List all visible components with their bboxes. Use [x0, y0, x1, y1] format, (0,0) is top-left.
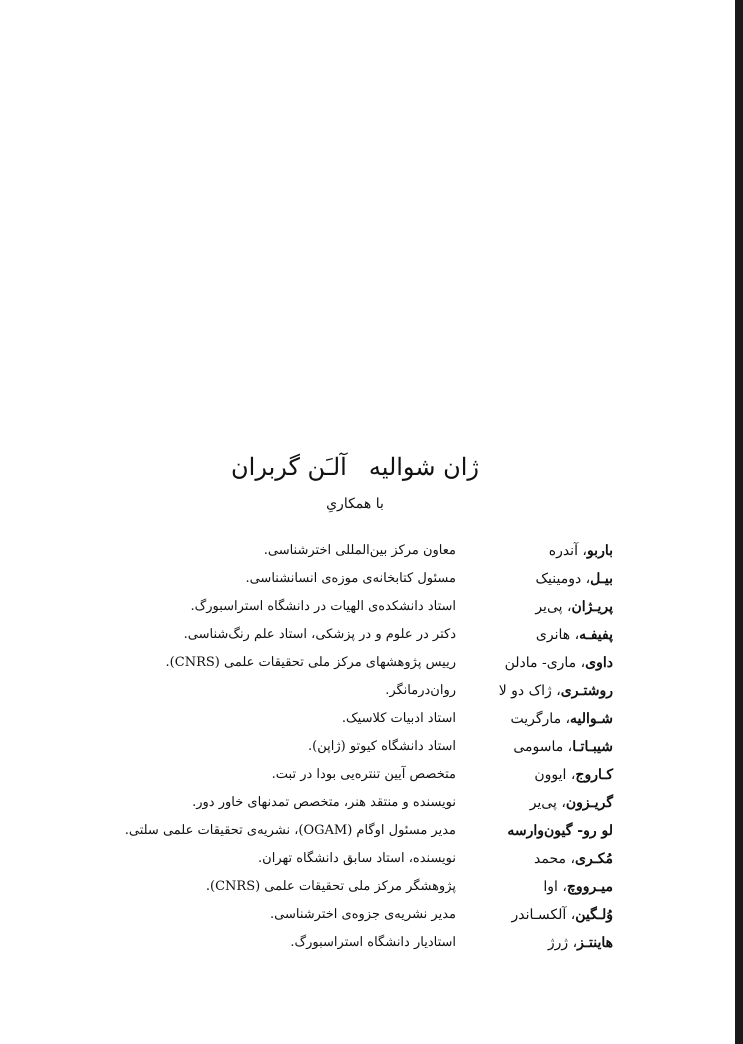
name-separator: ،: [566, 767, 576, 783]
contributor-surname: کـاروج: [575, 767, 613, 783]
name-separator: ،: [570, 627, 580, 643]
contributor-surname: پفیفـه: [579, 627, 613, 643]
collaboration-subtitle: با همکاریِ: [326, 496, 384, 512]
contributor-given-name: دومینیک: [535, 571, 582, 587]
contributor-row: [0, 902, 743, 930]
contributor-role: روان‌درمانگر.: [385, 683, 456, 698]
contributor-row: [0, 622, 743, 650]
contributor-role: استاد دانشکده‌ی الهیات در دانشگاه استراسبورگ.: [190, 599, 456, 614]
contributor-role: متخصص آیین تنتره‌یی بودا در تبت.: [271, 767, 456, 782]
contributor-role: نویسنده، استاد سابق دانشگاه تهران.: [258, 851, 456, 866]
contributor-row: [0, 706, 743, 734]
contributor-given-name: هانری: [535, 627, 571, 643]
contributor-name: [453, 568, 613, 590]
contributor-row: [0, 538, 743, 566]
contributor-row: [0, 790, 743, 818]
contributor-surname: گریـزون: [565, 795, 613, 811]
name-separator: ،: [568, 935, 578, 951]
contributor-name: [453, 820, 613, 842]
contributor-given-name: ژاک دو لا: [498, 683, 552, 699]
contributor-given-name: اوا: [543, 879, 558, 895]
contributor-role: مدیر نشریه‌ی جزوه‌ی اخترشناسی.: [270, 907, 456, 922]
contributor-name: [453, 764, 613, 786]
contributor-role: استادیار دانشگاه استراسبورگ.: [290, 935, 456, 950]
contributor-name: [453, 736, 613, 758]
contributor-role: استاد دانشگاه کیوتو (ژاپن).: [308, 739, 456, 754]
name-separator: ،: [551, 683, 561, 699]
contributor-role: پژوهشگر مرکز ملی تحقیقات علمی (CNRS).: [205, 879, 456, 894]
contributor-given-name: آندره: [548, 543, 578, 559]
contributor-surname: مُکـری: [574, 851, 613, 867]
contributor-name: [453, 652, 613, 674]
contributor-name: [453, 624, 613, 646]
author-1: ژان شوالیه: [368, 453, 479, 481]
name-separator: ،: [563, 739, 573, 755]
contributor-surname: شـوالیه: [570, 711, 613, 727]
name-separator: ،: [577, 543, 587, 559]
contributor-surname: شیبـاتـا: [572, 739, 613, 755]
contributor-row: [0, 678, 743, 706]
contributor-row: [0, 762, 743, 790]
contributor-name: [453, 932, 613, 954]
contributor-name: [453, 876, 613, 898]
contributor-given-name: ماری- مادلن: [504, 655, 577, 671]
contributor-name: [453, 596, 613, 618]
author-2: آلـَن گربران: [231, 453, 347, 481]
contributor-given-name: ماسومی: [513, 739, 564, 755]
contributor-surname: هاینتـز: [577, 935, 613, 951]
contributor-surname: لو رو- گیون‌وارسه: [507, 823, 613, 839]
contributor-name: [453, 904, 613, 926]
contributor-given-name: ایوون: [534, 767, 567, 783]
name-separator: ،: [556, 795, 566, 811]
contributor-surname: بیـل: [590, 571, 613, 587]
contributor-given-name: ژرژ: [547, 935, 569, 951]
name-separator: ،: [566, 907, 576, 923]
contributor-given-name: پی‌یر: [535, 599, 563, 615]
contributor-row: [0, 846, 743, 874]
contributor-role: رییس پژوهشهای مرکز ملی تحقیقات علمی (CNRS).: [165, 655, 456, 670]
contributor-surname: وُلـگین: [575, 907, 613, 923]
authors-title: [180, 450, 530, 484]
contributor-role: استاد ادبیات کلاسیک.: [341, 711, 456, 726]
name-separator: ،: [581, 571, 591, 587]
contributor-role: مسئول کتابخانه‌ی موزه‌ی انسانشناسی.: [245, 571, 456, 586]
contributor-name: [453, 848, 613, 870]
contributor-role: دکتر در علوم و در پزشکی، استاد علم رنگ‌شناسی.: [183, 627, 456, 642]
contributor-name: [453, 680, 613, 702]
contributor-given-name: پی‌یر: [529, 795, 557, 811]
contributor-surname: داوی: [585, 655, 613, 671]
contributor-row: [0, 734, 743, 762]
contributor-given-name: آلکسـاندر: [511, 907, 567, 923]
name-separator: ،: [557, 879, 567, 895]
name-separator: ،: [561, 711, 571, 727]
contributor-given-name: محمد: [534, 851, 567, 867]
contributor-surname: میـرووچ: [566, 879, 613, 895]
contributor-row: [0, 594, 743, 622]
contributor-given-name: مارگریت: [510, 711, 562, 727]
contributor-row: [0, 818, 743, 846]
contributor-surname: باربو: [586, 543, 613, 559]
contributor-row: [0, 650, 743, 678]
contributor-name: [453, 540, 613, 562]
contributors-list: [0, 538, 743, 958]
contributor-surname: روشتـری: [560, 683, 613, 699]
contributor-name: [453, 792, 613, 814]
contributor-row: [0, 930, 743, 958]
contributor-role: معاون مرکز بین‌المللی اخترشناسی.: [263, 543, 456, 558]
name-separator: ،: [576, 655, 586, 671]
contributor-name: [453, 708, 613, 730]
contributor-row: [0, 566, 743, 594]
contributor-role: مدیر مسئول اوگام (OGAM)، نشریه‌ی تحقیقات علمی سلتی.: [124, 823, 456, 838]
name-separator: ،: [566, 851, 575, 867]
contributor-role: نویسنده و منتقد هنر، متخصص تمدنهای خاور دور.: [192, 795, 456, 810]
contributor-surname: پریـژان: [571, 599, 613, 615]
contributor-row: [0, 874, 743, 902]
name-separator: ،: [562, 599, 572, 615]
